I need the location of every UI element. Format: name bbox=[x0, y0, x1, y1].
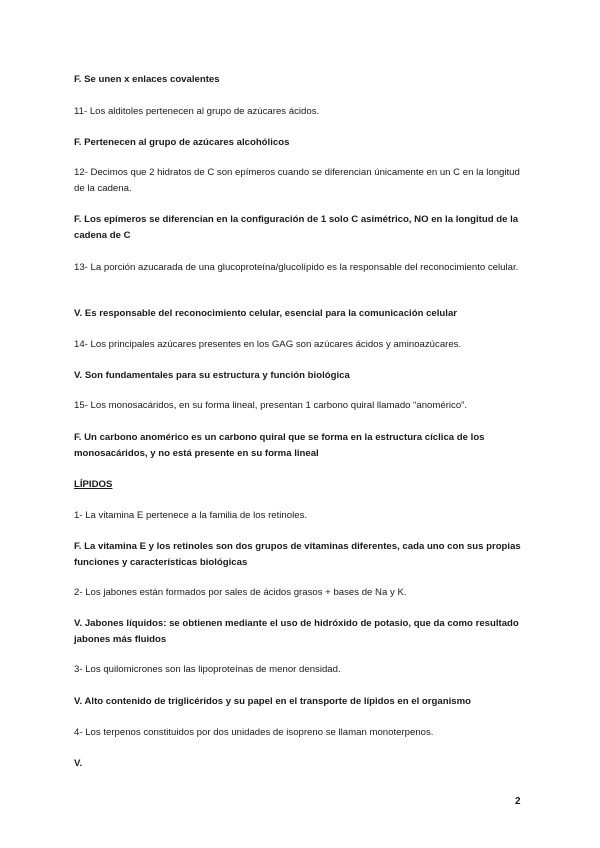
question-line: 12- Decimos que 2 hidratos de C son epímeros cuando se diferencian únicamente en un C en la longitud de la cadena. bbox=[74, 167, 520, 194]
answer-line: V. bbox=[74, 758, 83, 769]
question-line: 1- La vitamina E pertenece a la familia de los retinoles. bbox=[74, 510, 308, 521]
answer-line: V. Alto contenido de triglicéridos y su papel en el transporte de lípidos en el organismo bbox=[74, 696, 471, 707]
question-line: 2- Los jabones están formados por sales de ácidos grasos + bases de Na y K. bbox=[74, 587, 407, 598]
answer-line: V. Jabones líquidos: se obtienen mediante el uso de hidróxido de potasio, que da como resultado jabones más fluidos bbox=[74, 618, 519, 645]
answer-line: F. Los epímeros se diferencian en la configuración de 1 solo C asimétrico, NO en la longitud de la cadena de C bbox=[74, 214, 519, 241]
answer-line: F. Un carbono anomérico es un carbono quiral que se forma en la estructura cíclica de los monosacáridos, y no está presente en su forma lineal bbox=[74, 432, 485, 459]
question-line: 11- Los alditoles pertenecen al grupo de azúcares ácidos. bbox=[74, 106, 320, 117]
answer-line: V. Es responsable del reconocimiento celular, esencial para la comunicación celular bbox=[74, 308, 458, 319]
page-number: 2 bbox=[515, 796, 521, 807]
answer-line: V. Son fundamentales para su estructura y función biológica bbox=[74, 370, 350, 381]
question-line: 3- Los quilomicrones son las lipoproteínas de menor densidad. bbox=[74, 664, 341, 675]
question-line: 13- La porción azucarada de una glucoproteína/glucolípido es la responsable del reconocimiento celular. bbox=[74, 262, 519, 273]
question-line: 14- Los principales azúcares presentes en los GAG son azúcares ácidos y aminoazúcares. bbox=[74, 339, 462, 350]
section-heading: LÍPIDOS bbox=[74, 479, 113, 490]
answer-line: F. Se unen x enlaces covalentes bbox=[74, 74, 220, 85]
question-line: 15- Los monosacáridos, en su forma lineal, presentan 1 carbono quiral llamado “anomérico”. bbox=[74, 400, 468, 411]
answer-line: F. La vitamina E y los retinoles son dos grupos de vitaminas diferentes, cada uno con sus propias funciones y características biológicas bbox=[74, 541, 521, 568]
question-line: 4- Los terpenos constituidos por dos unidades de isopreno se llaman monoterpenos. bbox=[74, 727, 434, 738]
answer-line: F. Pertenecen al grupo de azúcares alcohólicos bbox=[74, 137, 290, 148]
